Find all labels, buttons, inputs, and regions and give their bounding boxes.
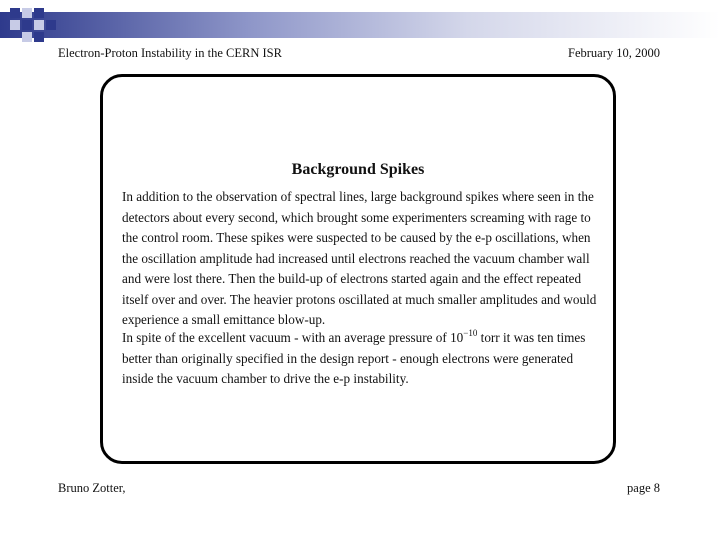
slide-frame	[100, 74, 616, 464]
decorative-square	[34, 8, 44, 18]
slide-title: Background Spikes	[291, 161, 425, 178]
slide-paragraph-2	[122, 328, 602, 390]
decorative-square	[46, 20, 56, 30]
decorative-square	[34, 32, 44, 42]
page-header	[58, 46, 660, 61]
header-date: February 10, 2000	[568, 46, 660, 60]
decorative-square	[10, 20, 20, 30]
decorative-square	[22, 32, 32, 42]
pressure-exponent: −10	[463, 328, 478, 338]
template-header-bar	[0, 12, 720, 38]
decorative-square	[22, 20, 32, 30]
decorative-square	[34, 20, 44, 30]
footer-author: Bruno Zotter,	[58, 481, 126, 495]
paragraph-2-text-end: torr it was ten times better than originally specified in the design report - enough electrons were generated inside the vacuum chamber to drive the e-p instability.	[122, 330, 586, 386]
slide-paragraph-1: In addition to the observation of spectral lines, large background spikes where seen in the detectors about every second, which brought some experimenters screaming with rage to the control room. These spikes were suspected to be caused by the e-p oscillations, when the oscillation amplitude had increased until electrons reached the vacuum chamber wall and were lost there. Then the build-up of electrons started again and the effect repeated itself over and over. The heavier protons oscillated at much smaller amplitudes and would experience a small emittance blow-up.	[122, 189, 597, 327]
header-title: Electron-Proton Instability in the CERN ISR	[58, 46, 282, 60]
decorative-square	[10, 8, 20, 18]
paragraph-2-text-start: In spite of the excellent vacuum - with an average pressure of 10	[122, 330, 464, 345]
page-footer	[58, 481, 660, 496]
footer-page-number: page 8	[627, 481, 660, 495]
decorative-square	[22, 8, 32, 18]
